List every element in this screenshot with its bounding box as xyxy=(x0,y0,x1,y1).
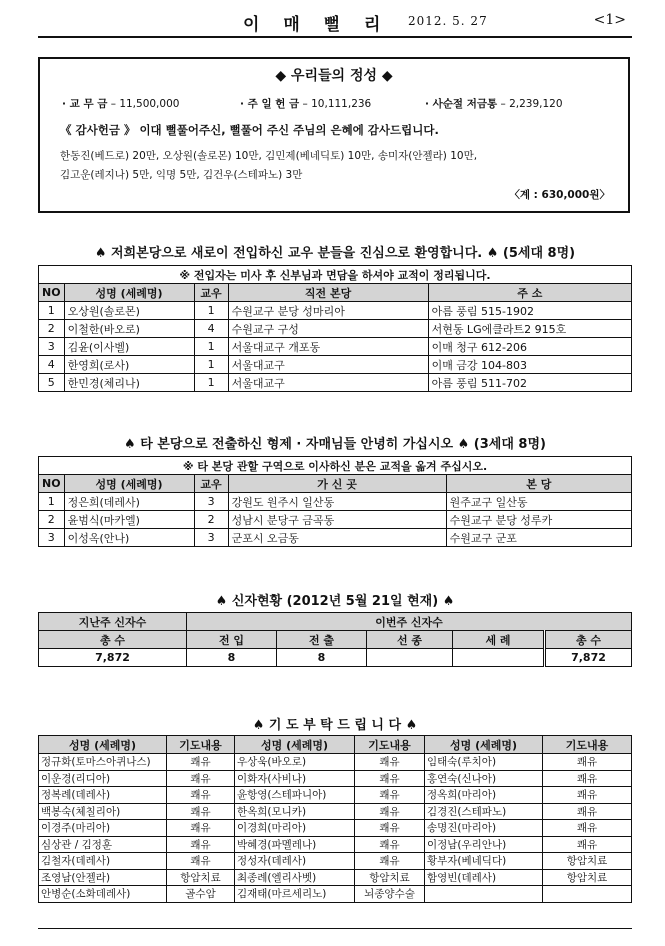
footer-rule xyxy=(38,928,632,929)
table-row: 이운경(리디아) 쾌유 이화자(사비나) 쾌유 홍연숙(신나아) 쾌유 xyxy=(39,770,632,787)
donors-line-2: 김고운(레지나) 5만, 익명 5만, 김건우(스테파노) 3만 xyxy=(60,169,303,181)
col-prev-parish: 직전 본당 xyxy=(228,284,428,302)
transfer-in-title: ♠ 저희본당으로 새로이 전입하신 교우 분들을 진심으로 환영합니다. ♠ (5세대 8명) xyxy=(94,246,576,261)
col-intention: 기도내용 xyxy=(167,736,235,754)
table-row: 2 윤범식(마카엘) 2 성남시 분당구 금곡동 수원교구 분당 성루카 xyxy=(39,511,632,529)
stats-title: ♠ 신자현황 (2012년 5월 21일 현재) ♠ xyxy=(215,594,455,609)
page-header xyxy=(38,6,632,38)
col-destination: 가 신 곳 xyxy=(228,475,446,493)
col-name: 성명 (세례명) xyxy=(39,736,167,754)
last-total-label: 총 수 xyxy=(39,631,187,649)
col-intention: 기도내용 xyxy=(543,736,632,754)
table-row: 4 한영희(로사) 1 서울대교구 이매 금강 104-803 xyxy=(39,356,632,374)
table-row: 김철자(데레사) 쾌유 정성자(데레사) 쾌유 황부자(베네딕다) 항암치료 xyxy=(39,853,632,870)
table-row: 백봉숙(체칠리아) 쾌유 한옥희(모니카) 쾌유 김경진(스테파노) 쾌유 xyxy=(39,803,632,820)
col-transfer-out: 전 출 xyxy=(277,631,367,649)
transfer-in-value: 8 xyxy=(187,649,277,667)
col-transfer-in: 전 입 xyxy=(187,631,277,649)
transfer-out-table xyxy=(38,456,632,547)
offering-title: ◆ 우리들의 정성 ◆ xyxy=(275,68,393,84)
col-name: 성명 (세례명) xyxy=(64,475,194,493)
offering-box xyxy=(38,57,630,213)
prayer-table xyxy=(38,735,632,903)
table-row: 정규화(토마스아퀴나스) 쾌유 우상욱(바오로) 쾌유 임태숙(루치아) 쾌유 xyxy=(39,754,632,771)
table-row: 정복례(데레사) 쾌유 윤항영(스테파니아) 쾌유 정옥희(마리아) 쾌유 xyxy=(39,787,632,804)
transfer-out-title: ♠ 타 본당으로 전출하신 형제 · 자매님들 안녕히 가십시오 ♠ (3세대 8명) xyxy=(124,437,546,452)
col-parish: 본 당 xyxy=(446,475,631,493)
col-no: NO xyxy=(39,284,65,302)
sum-lent: · 사순절 저금통 – 2,239,120 xyxy=(425,98,563,110)
offering-total: 〈계 : 630,000원〉 xyxy=(509,189,610,201)
table-row: 이경주(마리아) 쾌유 이경희(마리아) 쾌유 송명진(마리아) 쾌유 xyxy=(39,820,632,837)
table-row: 1 정은희(데레사) 3 강원도 원주시 일산동 원주교구 일산동 xyxy=(39,493,632,511)
col-address: 주 소 xyxy=(428,284,631,302)
page-number: <1> xyxy=(593,12,626,28)
table-row: 안병순(소화데레사) 골수암 김재태(마르세리노) 뇌종양수술 xyxy=(39,886,632,903)
table-row: 조영남(안젤라) 항암치료 최종례(엘리사벳) 항암치료 함영빈(데레사) 항암치료 xyxy=(39,869,632,886)
col-baptism: 세 례 xyxy=(453,631,545,649)
transfer-out-value: 8 xyxy=(277,649,367,667)
prayer-title: ♠ 기 도 부 탁 드 립 니 다 ♠ xyxy=(252,718,418,733)
col-members: 교우 xyxy=(194,284,228,302)
col-name: 성명 (세례명) xyxy=(425,736,543,754)
table-row: 3 이성옥(안나) 3 군포시 오금동 수원교구 군포 xyxy=(39,529,632,547)
last-week-header: 지난주 신자수 xyxy=(39,613,187,631)
thanks-line: 《 감사헌금 》 이대 뻘풀어주신, 뻘풀어 주신 주님의 은혜에 감사드립니다. xyxy=(60,123,439,137)
col-name: 성명 (세례명) xyxy=(64,284,194,302)
bulletin-title: 이 매 뻘 리 xyxy=(243,15,390,35)
stats-table xyxy=(38,612,632,667)
transfer-in-note: ※ 전입자는 미사 후 신부님과 면담을 하셔야 교적이 정리됩니다. xyxy=(39,266,632,284)
this-total-label: 총 수 xyxy=(545,631,632,649)
this-total-value: 7,872 xyxy=(545,649,632,667)
table-row: 1 오상원(솔로몬) 1 수원교구 분당 성마리아 아름 풍림 515-1902 xyxy=(39,302,632,320)
transfer-in-table xyxy=(38,265,632,392)
table-row: 심상관 / 김정훈 쾌유 박혜경(파멜레나) 쾌유 이정남(우리안나) 쾌유 xyxy=(39,836,632,853)
bulletin-date: 2012. 5. 27 xyxy=(408,14,488,28)
table-row: 2 이철한(바오로) 4 수원교구 구성 서현동 LG에클라트2 915호 xyxy=(39,320,632,338)
col-deceased: 선 종 xyxy=(367,631,453,649)
donors-line-1: 한동진(베드로) 20만, 오상원(솔로몬) 10만, 김민제(베네딕토) 10만, 송미자(안젤라) 10만, xyxy=(60,150,478,162)
table-row: 5 한민경(체리나) 1 서울대교구 아름 풍림 511-702 xyxy=(39,374,632,392)
col-no: NO xyxy=(39,475,65,493)
this-week-header: 이번주 신자수 xyxy=(187,613,632,631)
last-total-value: 7,872 xyxy=(39,649,187,667)
sum-sunday: · 주 일 헌 금 – 10,111,236 xyxy=(240,98,372,110)
col-name: 성명 (세례명) xyxy=(235,736,355,754)
deceased-value xyxy=(367,649,453,667)
sum-kyomugeum: · 교 무 금 – 11,500,000 xyxy=(62,98,180,110)
table-row: 3 김윤(이사벨) 1 서울대교구 개포동 이매 청구 612-206 xyxy=(39,338,632,356)
baptism-value xyxy=(453,649,545,667)
transfer-out-note: ※ 타 본당 관할 구역으로 이사하신 분은 교적을 옮겨 주십시오. xyxy=(39,457,632,475)
col-intention: 기도내용 xyxy=(355,736,425,754)
col-members: 교우 xyxy=(194,475,228,493)
